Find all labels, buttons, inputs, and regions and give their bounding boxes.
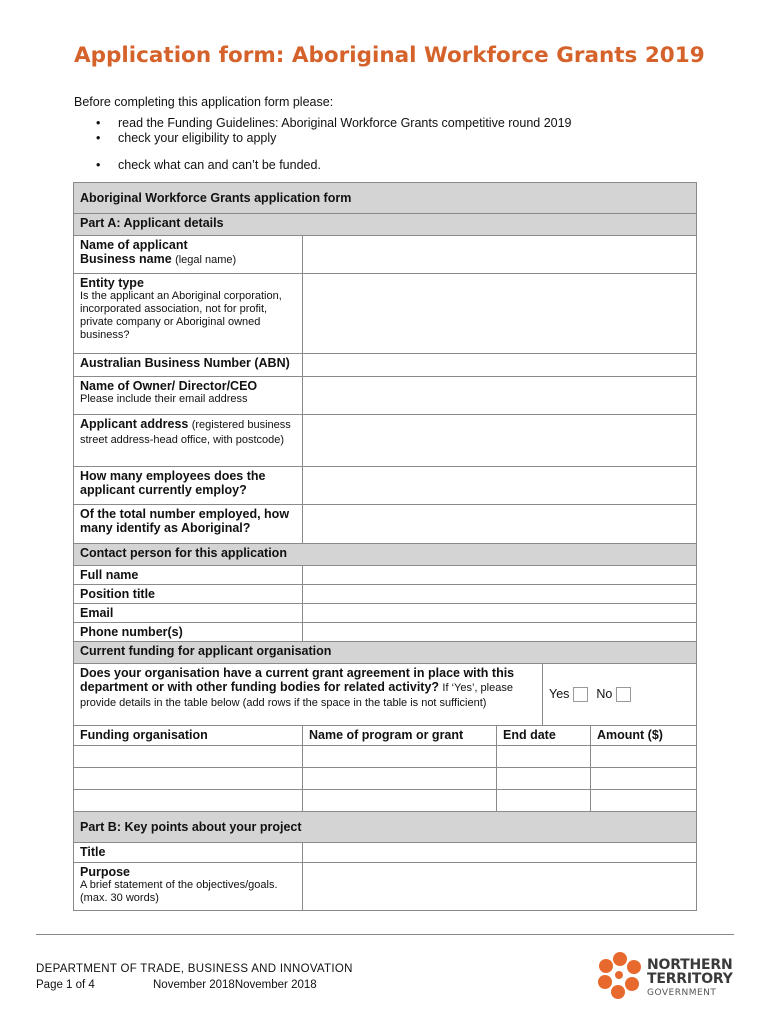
table-row [74,863,697,911]
table-row [74,843,697,863]
list-item: • check what can and can’t be funded. [96,158,572,173]
form-heading: Aboriginal Workforce Grants application form [74,183,697,214]
document-title: Application form: Aboriginal Workforce Grants 2019 [74,43,705,68]
table-row [74,746,697,768]
program-cell[interactable] [303,790,497,812]
purpose-field[interactable] [303,863,697,911]
part-a-row [74,214,697,236]
abn-label: Australian Business Number (ABN) [74,354,303,377]
table-row [74,354,697,377]
end-date-cell[interactable] [497,790,591,812]
part-a-heading: Part A: Applicant details [74,214,697,236]
table-row [74,415,697,467]
funding-org-cell[interactable] [74,790,303,812]
footer-divider [36,934,734,935]
logo-text [647,958,733,1000]
employees-field[interactable] [303,467,697,505]
end-date-cell[interactable] [497,746,591,768]
table-row [74,566,697,585]
entity-type-label-cell [74,274,303,354]
yes-label: Yes [549,686,570,701]
col-amount: Amount ($) [591,726,697,746]
footer-date: November 2018November 2018 [153,979,317,991]
full-name-field[interactable] [303,566,697,585]
table-row [74,604,697,623]
entity-type-note: Is the applicant an Aboriginal corporation, incorporated association, not for profit, private company or Aboriginal owned business? [80,290,282,341]
list-item: • check your eligibility to apply [96,131,572,146]
department-name: DEPARTMENT OF TRADE, BUSINESS AND INNOVATION [36,963,353,975]
yes-checkbox[interactable] [573,687,588,702]
form-heading-row [74,183,697,214]
amount-cell[interactable] [591,790,697,812]
owner-label-cell [74,377,303,415]
table-row [74,377,697,415]
title-field[interactable] [303,843,697,863]
intro-text: Before completing this application form please: [74,95,334,109]
part-b-row [74,812,697,843]
email-field[interactable] [303,604,697,623]
funding-question: Does your organisation have a current grant agreement in place with this department or with other funding bodies for related activity? [80,666,515,694]
table-row [74,623,697,642]
entity-type-field[interactable] [303,274,697,354]
table-row [74,236,697,274]
full-name-label: Full name [74,566,303,585]
entity-type-label: Entity type [80,276,144,290]
funding-org-cell[interactable] [74,746,303,768]
table-row [74,790,697,812]
program-cell[interactable] [303,768,497,790]
owner-note: Please include their email address [80,393,248,405]
end-date-cell[interactable] [497,768,591,790]
logo-line-3: GOVERNMENT [647,988,717,998]
list-item: • read the Funding Guidelines: Aboriginal Workforce Grants competitive round 2019 [96,116,572,131]
program-cell[interactable] [303,746,497,768]
aboriginal-employees-field[interactable] [303,505,697,544]
abn-field[interactable] [303,354,697,377]
purpose-label: Purpose [80,865,131,879]
funding-question-note: If ‘Yes’, please provide details in the table below (add rows if the space in the table is not sufficient) [80,682,513,709]
no-checkbox[interactable] [616,687,631,702]
phone-field[interactable] [303,623,697,642]
phone-label: Phone number(s) [74,623,303,642]
business-name-note: (legal name) [175,254,237,266]
funding-header-row [74,726,697,746]
contact-heading: Contact person for this application [74,544,697,566]
page-number: Page 1 of 4 [36,979,95,991]
table-row [74,664,697,726]
email-label: Email [74,604,303,623]
contact-heading-row [74,544,697,566]
employees-label: How many employees does the applicant currently employ? [74,467,303,505]
address-field[interactable] [303,415,697,467]
business-name-label: Business name [80,252,172,266]
flower-logo-icon [596,951,644,1001]
funding-org-cell[interactable] [74,768,303,790]
position-title-label: Position title [74,585,303,604]
logo-line-1: NORTHERN [647,957,733,973]
aboriginal-employees-label: Of the total number employed, how many identify as Aboriginal? [74,505,303,544]
funding-heading-row [74,642,697,664]
table-row [74,768,697,790]
owner-field[interactable] [303,377,697,415]
col-program-name: Name of program or grant [303,726,497,746]
instruction-list [96,116,572,173]
part-b-heading: Part B: Key points about your project [74,812,697,843]
table-row [74,585,697,604]
applicant-name-field[interactable] [303,236,697,274]
logo-line-2: TERRITORY [647,971,733,987]
purpose-label-cell [74,863,303,911]
application-form-table [73,182,697,911]
funding-heading: Current funding for applicant organisation [74,642,697,664]
col-funding-organisation: Funding organisation [74,726,303,746]
table-row [74,274,697,354]
applicant-name-label [74,236,303,274]
name-of-applicant-label: Name of applicant [80,238,188,252]
yes-no-cell [543,664,697,726]
owner-label: Name of Owner/ Director/CEO [80,379,258,393]
amount-cell[interactable] [591,768,697,790]
funding-question-cell [74,664,543,726]
no-label: No [596,686,613,701]
address-label: Applicant address [80,417,189,431]
address-label-cell [74,415,303,467]
nt-government-logo [596,951,736,1005]
table-row [74,467,697,505]
title-label: Title [74,843,303,863]
position-title-field[interactable] [303,585,697,604]
table-row [74,505,697,544]
purpose-note: A brief statement of the objectives/goals. (max. 30 words) [80,879,278,904]
col-end-date: End date [497,726,591,746]
address-note: (registered business street address-head office, with postcode) [80,419,291,446]
amount-cell[interactable] [591,746,697,768]
